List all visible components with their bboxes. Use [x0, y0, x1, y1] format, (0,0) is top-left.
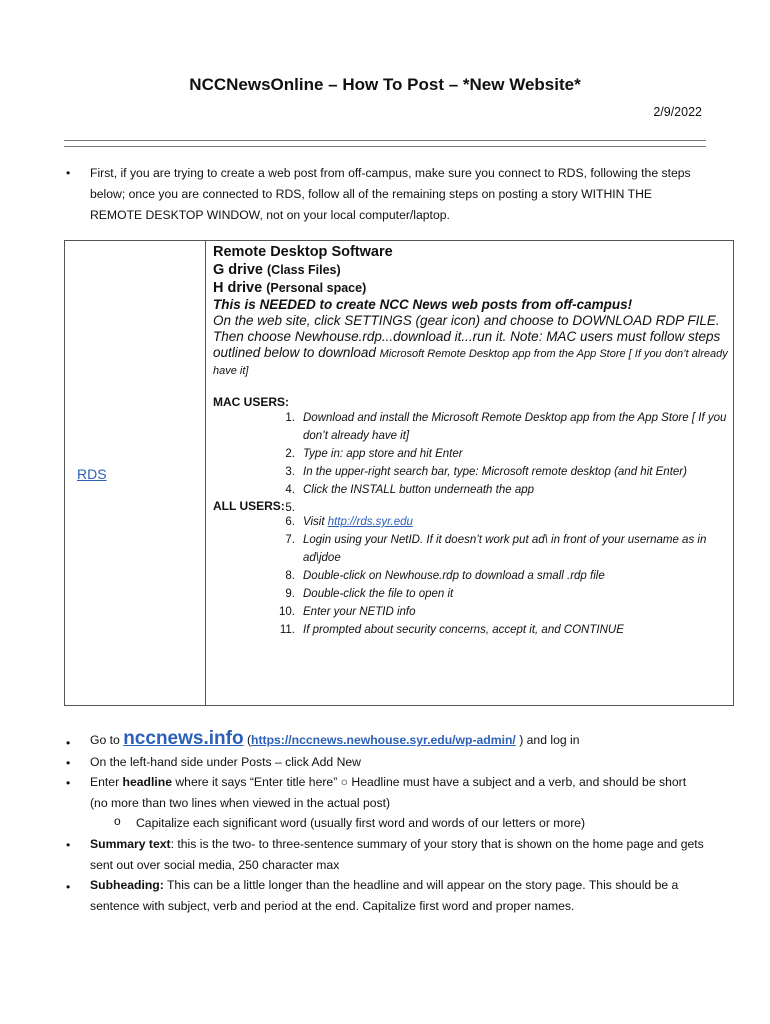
step-number: 1. — [285, 412, 295, 424]
left-side-step: On the left-hand side under Posts – click Add New — [90, 755, 361, 769]
step-number: 8. — [285, 570, 295, 582]
step-number: 2. — [285, 448, 295, 460]
step-text: Double-click on Newhouse.rdp to download a small .rdp file — [303, 570, 605, 582]
bullet-marker: • — [66, 736, 71, 750]
step-text: Double-click the file to open it — [303, 588, 454, 600]
wp-admin-link[interactable]: https://nccnews.newhouse.syr.edu/wp-admin/ — [251, 733, 516, 747]
step-text: Click the INSTALL button underneath the app — [303, 484, 535, 496]
step-text: Type in: app store and hit Enter — [303, 448, 463, 460]
divider-top — [64, 140, 706, 141]
step-number: 7. — [285, 534, 295, 546]
intro-paragraph: First, if you are trying to create a web post from off-campus, make sure you connect to RDS, following the steps below; once you are connected to RDS, follow all of the remaining steps on posting a story WITHIN THE REMOTE DESKTOP WINDOW, not on your local computer/laptop. — [90, 166, 691, 222]
subheading-desc: This can be a little longer than the headline and will appear on the story page. This should be a sentence with subject, verb and period at the end. Capitalize first word and proper names. — [90, 878, 679, 913]
list-item — [213, 445, 733, 463]
enter-suffix: where it says “Enter title here” ○ Headline must have a subject and a verb, and should be short (no more than two lines when viewed in the actual post) — [90, 775, 687, 810]
needed-note: This is NEEDED to create NCC News web posts from off-campus! — [213, 297, 633, 312]
step-text: Enter your NETID info — [303, 606, 416, 618]
rds-table — [64, 240, 734, 706]
step-number: 10. — [279, 606, 295, 618]
h-drive-line — [213, 279, 733, 297]
sub-bullet-marker: o — [114, 814, 121, 828]
divider-bottom — [64, 146, 706, 147]
g-drive-note: (Class Files) — [267, 263, 341, 277]
step-text: In the upper-right search bar, type: Microsoft remote desktop (and hit Enter) — [303, 466, 687, 478]
list-item — [213, 567, 733, 585]
go-paren: ( — [243, 733, 252, 747]
step-text: If prompted about security concerns, accept it, and CONTINUE — [303, 624, 624, 636]
all-users-heading: ALL USERS: — [213, 499, 285, 513]
enter-prefix: Enter — [90, 775, 123, 789]
capitalize-substep: Capitalize each significant word (usually first word and words of our letters or more) — [136, 816, 586, 830]
subheading-step — [90, 875, 705, 917]
page-title: NCCNewsOnline – How To Post – *New Website* — [189, 75, 581, 94]
step-text: Login using your NetID. If it doesn’t work put ad\ in front of your username as in ad\jdoe — [303, 534, 707, 564]
go-suffix: ) and log in — [515, 733, 580, 747]
g-drive-line — [213, 261, 733, 279]
step-number: 9. — [285, 588, 295, 600]
h-drive-note: (Personal space) — [266, 281, 367, 295]
summary-step — [90, 834, 705, 876]
step-number: 4. — [285, 484, 295, 496]
list-item — [213, 603, 733, 621]
mac-users-heading: MAC USERS: — [213, 395, 290, 409]
step-text: Visit — [303, 516, 328, 528]
subheading-term: Subheading: — [90, 878, 164, 892]
g-drive-label: G drive — [213, 262, 267, 278]
bullet-marker: • — [66, 166, 71, 180]
step-number: 3. — [285, 466, 295, 478]
list-item — [213, 409, 733, 445]
list-item — [213, 481, 733, 499]
bullet-marker: • — [66, 756, 71, 770]
go-to-step — [90, 728, 705, 751]
list-item — [213, 513, 733, 531]
bullet-marker: • — [66, 838, 71, 852]
choose-small: Microsoft Remote Desktop app from the App Store [ If you don’t already have it] — [213, 348, 728, 377]
list-item — [213, 585, 733, 603]
headline-term: headline — [122, 775, 172, 789]
choose-instruction — [213, 329, 733, 379]
step-number: 5. — [285, 502, 295, 514]
summary-term: Summary text — [90, 837, 171, 851]
step-number: 11. — [279, 624, 295, 636]
nccnews-link[interactable]: nccnews.info — [123, 728, 244, 749]
all-steps-list — [213, 513, 733, 639]
bullet-marker: • — [66, 776, 71, 790]
list-item — [213, 463, 733, 481]
go-prefix: Go to — [90, 733, 124, 747]
rds-link[interactable]: RDS — [77, 466, 107, 482]
summary-desc: : this is the two- to three-sentence summary of your story that is shown on the home page and gets sent out over social media, 250 character max — [90, 837, 704, 872]
list-item — [213, 621, 733, 639]
bullet-marker: • — [66, 880, 71, 894]
rds-heading: Remote Desktop Software — [213, 244, 393, 260]
settings-instruction: On the web site, click SETTINGS (gear icon) and choose to DOWNLOAD RDP FILE. — [213, 313, 720, 328]
step-number: 6. — [285, 516, 295, 528]
rds-label-cell — [65, 241, 206, 706]
rds-syr-link[interactable]: http://rds.syr.edu — [327, 516, 413, 528]
headline-step — [90, 772, 705, 814]
step-text: Download and install the Microsoft Remote Desktop app from the App Store [ If you don’t already have it] — [303, 412, 727, 442]
choose-main: Then choose Newhouse.rdp...download it...run it. Note: MAC users must follow steps outlined below to download — [213, 329, 721, 360]
h-drive-label: H drive — [213, 280, 267, 296]
document-date: 2/9/2022 — [653, 105, 702, 119]
list-item — [213, 531, 733, 567]
rds-content-cell — [206, 241, 734, 706]
